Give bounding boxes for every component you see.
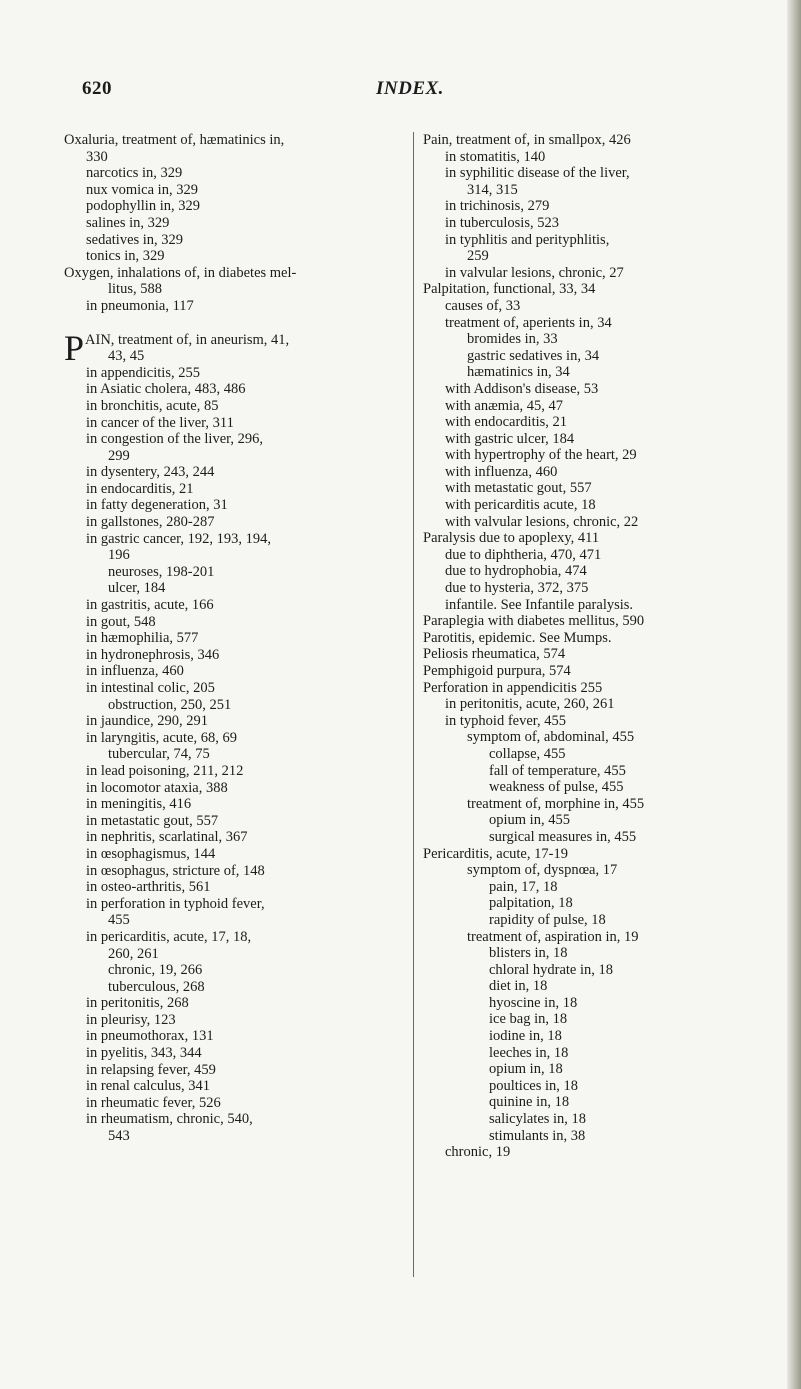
- index-subentry: [423, 713, 745, 730]
- index-subentry: [423, 348, 745, 365]
- index-subentry: [423, 696, 745, 713]
- index-subentry: [423, 895, 745, 912]
- index-entry-text: iodine in, 18: [489, 1028, 562, 1045]
- index-subentry: [423, 149, 745, 166]
- index-entry-text: in tuberculosis, 523: [445, 214, 559, 231]
- index-entry-text: with hypertrophy of the heart, 29: [445, 447, 637, 464]
- index-entry-text: nux vomica in, 329: [86, 181, 198, 198]
- running-title: INDEX.: [376, 78, 444, 99]
- index-subentry: [64, 1078, 404, 1095]
- index-entry-text: in œsophagus, stricture of, 148: [86, 862, 265, 879]
- index-entry-text: in gout, 548: [86, 613, 156, 630]
- index-entry-text: infantile. See Infantile paralysis.: [445, 596, 634, 613]
- index-entry-text: in peritonitis, acute, 260, 261: [445, 696, 615, 713]
- index-entry-text: in typhoid fever, 455: [445, 712, 567, 729]
- index-entry-text: with metastatic gout, 557: [445, 480, 592, 497]
- index-entry-text: opium in, 455: [489, 812, 570, 829]
- index-entry-text: in pleurisy, 123: [86, 1011, 176, 1028]
- index-subentry: [423, 547, 745, 564]
- index-subentry: [64, 564, 404, 581]
- index-entry-text: AIN, treatment of, in aneurism, 41,: [85, 331, 290, 348]
- index-entry-text: salicylates in, 18: [489, 1111, 587, 1128]
- index-subentry: [423, 1028, 745, 1045]
- index-entry-text: in rheumatism, chronic, 540,: [86, 1111, 253, 1128]
- index-entry-text: in dysentery, 243, 244: [86, 464, 215, 481]
- index-entry-text: due to hydrophobia, 474: [445, 563, 587, 580]
- index-subentry: [64, 464, 404, 481]
- index-entry-text: fall of temperature, 455: [489, 762, 626, 779]
- index-entry-text: with gastric ulcer, 184: [445, 430, 575, 447]
- index-entry-text: with valvular lesions, chronic, 22: [445, 513, 639, 530]
- index-entry-text: 455: [108, 912, 130, 929]
- index-subentry: [423, 779, 745, 796]
- index-subentry: [423, 165, 745, 182]
- index-subentry: [423, 514, 745, 531]
- index-subentry: [64, 514, 404, 531]
- index-subentry: [423, 978, 745, 995]
- index-entry-text: hæmatinics in, 34: [467, 364, 570, 381]
- index-subentry: [64, 647, 404, 664]
- index-entry-text: with endocarditis, 21: [445, 414, 568, 431]
- index-subentry: [64, 381, 404, 398]
- index-subentry: [423, 945, 745, 962]
- index-subentry: [64, 298, 404, 315]
- index-entry-text: due to diphtheria, 470, 471: [445, 546, 602, 563]
- index-entry-text: salines in, 329: [86, 214, 170, 231]
- index-subentry: [64, 680, 404, 697]
- index-subentry: [64, 846, 404, 863]
- index-subentry: [423, 580, 745, 597]
- index-entry-text: tonics in, 329: [86, 248, 165, 265]
- index-subentry: [64, 431, 404, 448]
- index-subentry: [423, 381, 745, 398]
- index-subentry: [423, 364, 745, 381]
- index-subentry: [64, 912, 404, 929]
- index-entry-text: 330: [86, 148, 108, 165]
- index-entry-text: with pericarditis acute, 18: [445, 497, 596, 514]
- index-subentry: [423, 746, 745, 763]
- index-subentry: [64, 730, 404, 747]
- index-subentry: [64, 149, 404, 166]
- index-entry-text: in cancer of the liver, 311: [86, 414, 234, 431]
- index-subentry: [64, 365, 404, 382]
- index-entry-text: surgical measures in, 455: [489, 828, 637, 845]
- index-heading-entry: [423, 630, 745, 647]
- index-entry-text: 299: [108, 447, 130, 464]
- index-entry-text: in gallstones, 280-287: [86, 514, 215, 531]
- index-entry-text: weakness of pulse, 455: [489, 779, 624, 796]
- index-entry-text: quinine in, 18: [489, 1094, 570, 1111]
- index-subentry: [423, 215, 745, 232]
- index-entry-text: opium in, 18: [489, 1061, 563, 1078]
- index-entry-text: in jaundice, 290, 291: [86, 713, 209, 730]
- index-entry-text: in pneumothorax, 131: [86, 1028, 214, 1045]
- index-entry-text: hyoscine in, 18: [489, 994, 578, 1011]
- index-entry-text: in rheumatic fever, 526: [86, 1094, 221, 1111]
- index-entry-text: in pneumonia, 117: [86, 297, 194, 314]
- index-entry-text: chronic, 19, 266: [108, 962, 203, 979]
- index-subentry: [423, 1144, 745, 1161]
- index-entry-text: in lead poisoning, 211, 212: [86, 762, 244, 779]
- index-entry-text: in trichinosis, 279: [445, 198, 550, 215]
- index-subentry: [64, 614, 404, 631]
- index-entry-text: in syphilitic disease of the liver,: [445, 165, 630, 182]
- index-entry-text: in peritonitis, 268: [86, 995, 189, 1012]
- index-entry-text: obstruction, 250, 251: [108, 696, 232, 713]
- index-heading-entry: [423, 132, 745, 149]
- index-subentry: [423, 1078, 745, 1095]
- index-entry-text: Oxaluria, treatment of, hæmatinics in,: [64, 132, 285, 148]
- index-entry-text: in valvular lesions, chronic, 27: [445, 264, 624, 281]
- index-entry-text: symptom of, abdominal, 455: [467, 729, 635, 746]
- drop-cap-letter: P: [64, 327, 85, 368]
- index-heading-entry: [423, 281, 745, 298]
- index-subentry: [64, 232, 404, 249]
- index-subentry: [423, 497, 745, 514]
- index-entry-text: Oxygen, inhalations of, in diabetes mel-: [64, 264, 297, 281]
- index-subentry: [423, 995, 745, 1012]
- index-heading-entry: [423, 646, 745, 663]
- index-subentry: [64, 597, 404, 614]
- index-entry-text: in locomotor ataxia, 388: [86, 779, 228, 796]
- index-subentry: [423, 1011, 745, 1028]
- index-subentry: [64, 398, 404, 415]
- index-entry-text: ice bag in, 18: [489, 1011, 568, 1028]
- index-subentry: [64, 630, 404, 647]
- index-entry-text: with anæmia, 45, 47: [445, 397, 564, 414]
- index-subentry: [423, 464, 745, 481]
- index-subentry: [423, 298, 745, 315]
- index-entry-text: in hæmophilia, 577: [86, 630, 199, 647]
- index-entry-text: leeches in, 18: [489, 1044, 569, 1061]
- index-entry-text: in typhlitis and perityphlitis,: [445, 231, 610, 248]
- index-column-left: [64, 132, 404, 1145]
- index-entry-text: 260, 261: [108, 945, 159, 962]
- index-subentry: [423, 1128, 745, 1145]
- index-subentry: [64, 697, 404, 714]
- column-divider: [413, 132, 414, 1277]
- index-subentry: [423, 182, 745, 199]
- page-header: [78, 78, 718, 104]
- index-entry-text: bromides in, 33: [467, 331, 558, 348]
- index-subentry: [64, 663, 404, 680]
- index-subentry: [423, 315, 745, 332]
- index-subentry: [423, 597, 745, 614]
- section-gap: [64, 315, 404, 332]
- index-subentry: [423, 1045, 745, 1062]
- index-subentry: [64, 165, 404, 182]
- index-subentry: [423, 447, 745, 464]
- index-subentry: [64, 946, 404, 963]
- index-entry-text: in metastatic gout, 557: [86, 812, 219, 829]
- index-subentry: [423, 862, 745, 879]
- index-entry-text: in influenza, 460: [86, 663, 184, 680]
- index-heading-entry: [423, 530, 745, 547]
- index-entry-text: in bronchitis, acute, 85: [86, 397, 219, 414]
- index-subentry: [64, 481, 404, 498]
- index-heading-entry: [423, 680, 745, 697]
- index-entry-text: in hydronephrosis, 346: [86, 646, 220, 663]
- index-subentry: [64, 1111, 404, 1128]
- index-subentry: [423, 812, 745, 829]
- index-subentry: [64, 547, 404, 564]
- index-entry-text: Paralysis due to apoplexy, 411: [423, 530, 600, 547]
- index-entry-text: chronic, 19: [445, 1144, 511, 1161]
- index-subentry: [423, 431, 745, 448]
- index-entry-text: 543: [108, 1128, 130, 1145]
- index-entry-text: collapse, 455: [489, 745, 566, 762]
- index-entry-text: litus, 588: [108, 281, 162, 298]
- index-subentry: [423, 912, 745, 929]
- index-subentry: [64, 896, 404, 913]
- index-subentry: [423, 563, 745, 580]
- index-entry-text: in fatty degeneration, 31: [86, 497, 228, 514]
- index-subentry: [64, 995, 404, 1012]
- index-subentry: [64, 248, 404, 265]
- index-entry-text: tubercular, 74, 75: [108, 746, 210, 763]
- index-entry-text: blisters in, 18: [489, 945, 568, 962]
- index-entry-text: chloral hydrate in, 18: [489, 961, 614, 978]
- index-entry-text: poultices in, 18: [489, 1077, 579, 1094]
- index-entry-text: in gastric cancer, 192, 193, 194,: [86, 530, 272, 547]
- index-subentry: [64, 415, 404, 432]
- index-subentry: [64, 1128, 404, 1145]
- index-subentry: [64, 182, 404, 199]
- index-entry-text: in intestinal colic, 205: [86, 680, 215, 696]
- index-entry-text: in œsophagismus, 144: [86, 845, 216, 862]
- index-subentry: [64, 281, 404, 298]
- index-subentry: [423, 331, 745, 348]
- index-subentry: [64, 531, 404, 548]
- index-subentry: [64, 746, 404, 763]
- index-subentry: [64, 580, 404, 597]
- index-entry-text: in renal calculus, 341: [86, 1078, 211, 1095]
- index-subentry: [423, 763, 745, 780]
- index-entry-text: Pain, treatment of, in smallpox, 426: [423, 132, 631, 148]
- index-entry-text: gastric sedatives in, 34: [467, 347, 600, 364]
- index-subentry: [64, 1045, 404, 1062]
- index-entry-text: in appendicitis, 255: [86, 364, 200, 381]
- index-subentry: [423, 1111, 745, 1128]
- index-entry-text: in laryngitis, acute, 68, 69: [86, 729, 238, 746]
- index-subentry: [64, 713, 404, 730]
- index-subentry: [64, 813, 404, 830]
- index-entry-text: neuroses, 198-201: [108, 563, 215, 580]
- index-subentry: [423, 480, 745, 497]
- index-entry-text: Palpitation, functional, 33, 34: [423, 281, 596, 298]
- index-heading-entry: [423, 846, 745, 863]
- index-subentry: [423, 232, 745, 249]
- index-entry-text: sedatives in, 329: [86, 231, 184, 248]
- index-heading-entry: [423, 613, 745, 630]
- index-entry-text: pain, 17, 18: [489, 878, 558, 895]
- index-subentry: [423, 265, 745, 282]
- index-entry-text: palpitation, 18: [489, 895, 573, 912]
- index-entry-text: in Asiatic cholera, 483, 486: [86, 381, 246, 398]
- index-entry-text: stimulants in, 38: [489, 1127, 586, 1144]
- index-entry-text: with Addison's disease, 53: [445, 380, 599, 397]
- index-entry-text: 259: [467, 248, 489, 265]
- index-heading-entry: [64, 132, 404, 149]
- index-entry-text: treatment of, aperients in, 34: [445, 314, 612, 331]
- index-entry-text: in perforation in typhoid fever,: [86, 895, 265, 912]
- index-entry-text: in nephritis, scarlatinal, 367: [86, 829, 248, 846]
- index-entry-text: diet in, 18: [489, 978, 548, 995]
- index-entry-text: 43, 45: [108, 348, 145, 365]
- index-subentry: [64, 215, 404, 232]
- index-subentry: [64, 1012, 404, 1029]
- index-subentry: [64, 829, 404, 846]
- index-subentry: [423, 398, 745, 415]
- page-edge-shadow: [787, 0, 801, 1389]
- index-subentry: [64, 497, 404, 514]
- index-entry-text: in gastritis, acute, 166: [86, 597, 214, 614]
- index-entry-text: treatment of, morphine in, 455: [467, 795, 645, 812]
- index-heading-entry: [64, 265, 404, 282]
- index-entry-text: tuberculous, 268: [108, 978, 205, 995]
- index-entry-text: in relapsing fever, 459: [86, 1061, 216, 1078]
- index-subentry: [64, 1062, 404, 1079]
- index-subentry: [64, 979, 404, 996]
- index-entry-text: narcotics in, 329: [86, 165, 183, 182]
- index-entry-text: in congestion of the liver, 296,: [86, 431, 264, 448]
- index-entry-text: Paraplegia with diabetes mellitus, 590: [423, 613, 645, 630]
- index-subentry: [64, 962, 404, 979]
- index-entry-text: rapidity of pulse, 18: [489, 911, 606, 928]
- index-subentry: [423, 929, 745, 946]
- index-entry-text: in stomatitis, 140: [445, 148, 546, 165]
- index-subentry: [423, 829, 745, 846]
- index-entry-text: due to hysteria, 372, 375: [445, 580, 589, 597]
- page-number: 620: [82, 78, 112, 99]
- index-entry-text: in pyelitis, 343, 344: [86, 1045, 202, 1062]
- index-subentry: [64, 863, 404, 880]
- index-subentry: [423, 729, 745, 746]
- index-heading-entry: [423, 663, 745, 680]
- index-subentry: [423, 198, 745, 215]
- index-subentry: [64, 763, 404, 780]
- index-subentry: [423, 414, 745, 431]
- index-subentry: [64, 348, 404, 365]
- index-entry-text: with influenza, 460: [445, 463, 558, 480]
- index-subentry: [64, 929, 404, 946]
- index-entry-text: in meningitis, 416: [86, 796, 192, 813]
- index-entry-text: causes of, 33: [445, 297, 521, 314]
- index-entry-text: 196: [108, 547, 130, 564]
- index-entry-text: Pemphigoid purpura, 574: [423, 663, 571, 679]
- index-subentry: [64, 780, 404, 797]
- index-subentry: [423, 796, 745, 813]
- index-subentry: [423, 879, 745, 896]
- index-subentry: [64, 1095, 404, 1112]
- index-subentry: [64, 448, 404, 465]
- index-subentry: [64, 879, 404, 896]
- index-subentry: [64, 796, 404, 813]
- index-subentry: [423, 962, 745, 979]
- index-subentry: [64, 198, 404, 215]
- index-entry-text: 314, 315: [467, 181, 518, 198]
- index-entry-text: treatment of, aspiration in, 19: [467, 928, 639, 945]
- index-entry-text: Parotitis, epidemic. See Mumps.: [423, 629, 612, 646]
- index-subentry: [423, 1094, 745, 1111]
- index-entry-text: in endocarditis, 21: [86, 480, 194, 497]
- index-entry-text: Pericarditis, acute, 17-19: [423, 845, 568, 862]
- index-entry-text: in pericarditis, acute, 17, 18,: [86, 928, 252, 945]
- index-entry-text: Perforation in appendicitis 255: [423, 679, 603, 696]
- index-subentry: [423, 248, 745, 265]
- index-entry-text: ulcer, 184: [108, 580, 166, 597]
- index-entry-text: Peliosis rheumatica, 574: [423, 646, 566, 663]
- index-entry-text: podophyllin in, 329: [86, 198, 200, 215]
- index-entry-text: symptom of, dyspnœa, 17: [467, 862, 618, 879]
- index-column-right: [423, 132, 745, 1161]
- index-entry-text: in osteo-arthritis, 561: [86, 879, 211, 896]
- index-subentry: [423, 1061, 745, 1078]
- index-subentry: [64, 1028, 404, 1045]
